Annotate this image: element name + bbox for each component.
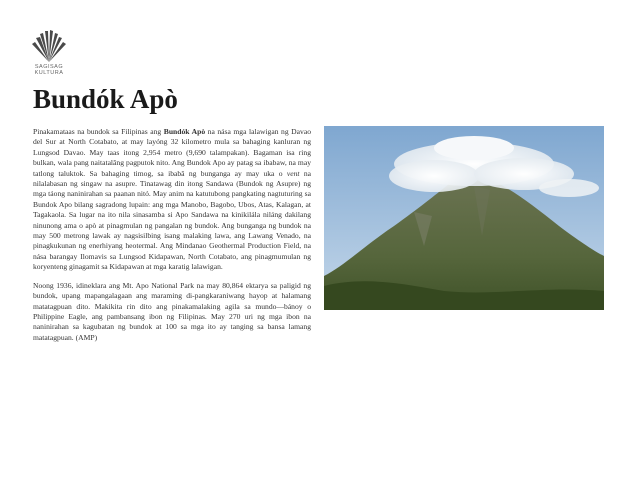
logo-brand-line1: SAGISAG [34, 64, 64, 70]
leaf-fan-icon [28, 28, 70, 64]
vent-term-italic: vent [286, 168, 300, 178]
page-title: Bundók Apò [33, 84, 178, 114]
mountain-photo [324, 126, 604, 310]
sagisag-kultura-logo [28, 28, 70, 78]
paragraph-1 [33, 127, 311, 273]
paragraph-1-text: na nása mga lalawigan ng Davao del Sur at North Cotabato, at may layóng 32 kilometro mula sa bahaging kanluran ng Lungsod Davao. May taas itong 2,954 metro (9,690 talampakan). Bagaman isa ring bulkan, wala pang naitatalâng pagputok nito. Ang Bundok Apo ay patag sa ibabaw, na may tatlong taluktok. Sa bahaging timog, sa ibabâ ng bunganga ay may uka o [33, 127, 311, 178]
paragraph-2: Noong 1936, idineklara ang Mt. Apo National Park na may 80,864 ektarya sa paligid ng bundok, upang mapangalagaan ang maraming di-pangkaraniwang hayop at halamang matatagpuan dito. Makikita rin dito ang pinakamalaking agila sa mundo—bánoy o Philippine Eagle, ang pambansang ibon ng Filipinas. May 270 uri ng mga ibon na naninirahan sa kagubatan ng bundok at 100 sa mga ito ay tanging sa bansa lamang matatagpuan. (AMP) [33, 280, 311, 342]
logo-brand-line2: KULTURA [34, 70, 64, 76]
paragraph-1-intro: Pinakamataas na bundok sa Filipinas ang [33, 127, 164, 136]
mountain-name-bold: Bundók Apò [163, 127, 206, 136]
paragraph-1-rest: na nilalabasan ng singaw na asupre. Tinatawag din itong Sandawa (Bundok ng Asupre) ng mga táong naninirahan sa paanan nitó. May anim na katutubong pangkating nagtuturing sa Bundok Apo bilang sagradong lupain: ang mga Manobo, Bagobo, Ubos, Atas, Kalagan, at Tagakaola. Sa lugar na ito nila sinasamba si Apo Sandawa na kinikilála niláng dakilang ninunong ama o apò at pinagmulan ng pangalan ng bundok. Ang bunganga ng bundok na may 500 metrong lawak ay nagsisilbing isang malaking lawa, ang Lawang Venado, na pinagkukunan ng enerhiyang heotermal. Ang Mindanao Geothermal Production Field, na nása barangay Ilomavis sa Lungsod Kidapawan, North Cotabato, ang pinagmumulan ng koryenteng ginagamit sa Kidapawan at mga karatig lalawigan. [33, 168, 311, 272]
article-body [33, 127, 311, 351]
